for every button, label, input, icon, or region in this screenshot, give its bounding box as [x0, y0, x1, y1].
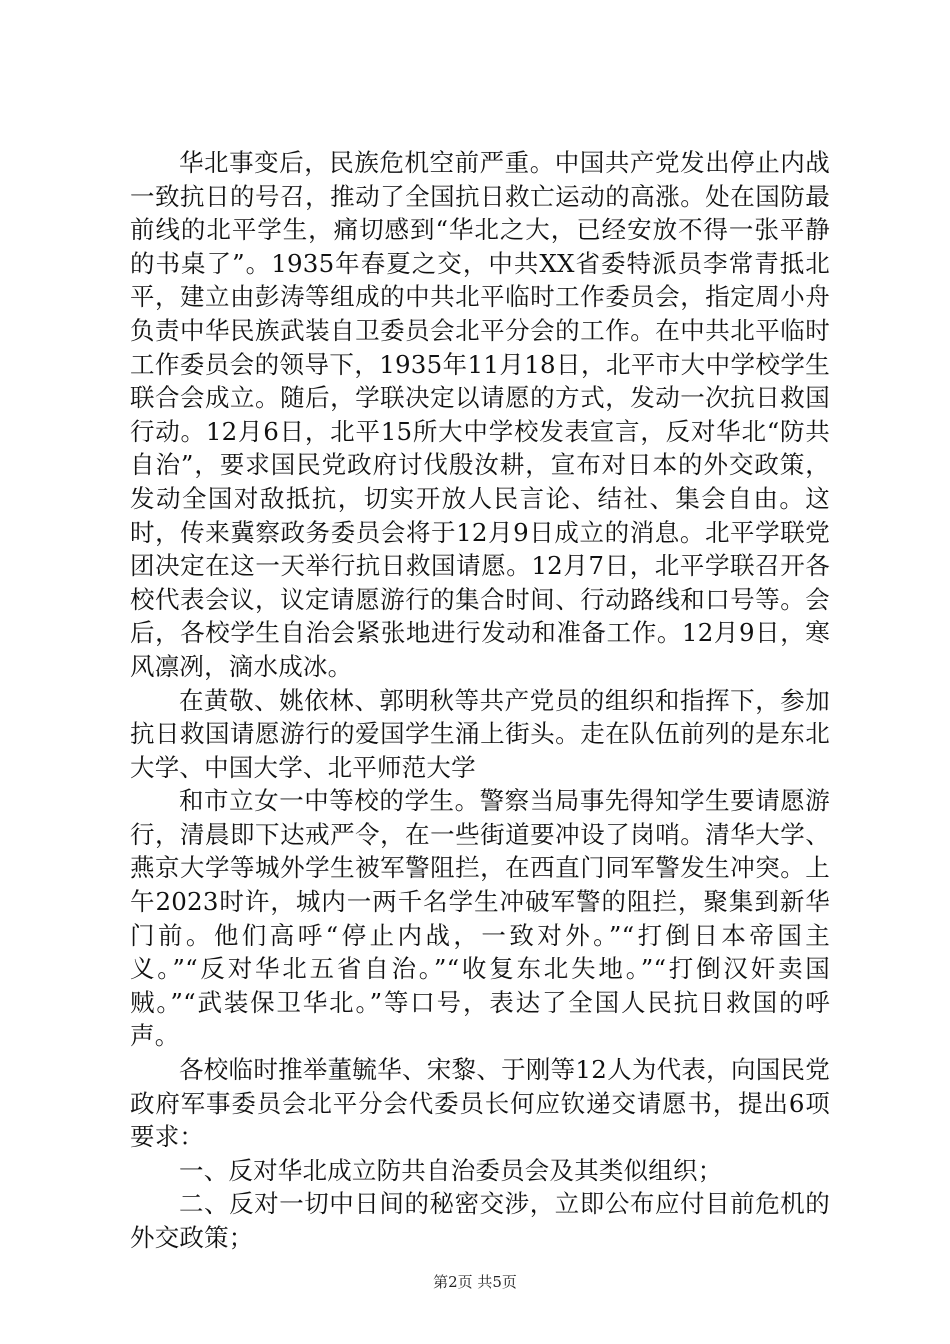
list-item-demand-two: 二、反对一切中日间的秘密交涉，立即公布应付目前危机的外交政策； [130, 1189, 830, 1252]
page-number-label: 第2页 共5页 [433, 1273, 517, 1291]
document-body [130, 146, 830, 1255]
list-item-demand-one: 一、反对华北成立防共自治委员会及其类似组织； [179, 1155, 723, 1185]
page-footer [0, 1272, 950, 1292]
paragraph-police-clash: 和市立女一中等校的学生。警察当局事先得知学生要请愿游行，清晨即下达戒严令，在一些街道要冲设了岗哨。清华大学、燕京大学等城外学生被军警阻拦，在西直门同军警发生冲突。上午2023时许，城内一两千名学生冲破军警的阻拦，聚集到新华门前。他们高呼“停止内战，一致对外。”“打倒日本帝国主义。”“反对华北五省自治。”“收复东北失地。”“打倒汉奸卖国贼。”“武装保卫华北。”等口号，表达了全国人民抗日救国的呼声。 [130, 786, 830, 1051]
paragraph-december-ninth-background: 华北事变后，民族危机空前严重。中国共产党发出停止内战一致抗日的号召，推动了全国抗日救亡运动的高涨。处在国防最前线的北平学生，痛切感到“华北之大，已经安放不得一张平静的书桌了”。1935年春夏之交，中共XX省委特派员李常青抵北平，建立由彭涛等组成的中共北平临时工作委员会，指定周小舟负责中华民族武装自卫委员会北平分会的工作。在中共北平临时工作委员会的领导下，1935年11月18日，北平市大中学校学生联合会成立。随后，学联决定以请愿的方式，发动一次抗日救国行动。12月6日，北平15所大中学校发表宣言，反对华北“防共自治”，要求国民党政府讨伐殷汝耕，宣布对日本的外交政策，发动全国对敌抵抗，切实开放人民言论、结社、集会自由。这时，传来冀察政务委员会将于12月9日成立的消息。北平学联党团决定在这一天举行抗日救国请愿。12月7日，北平学联召开各校代表会议，议定请愿游行的集合时间、行动路线和口号等。会后，各校学生自治会紧张地进行发动和准备工作。12月9日，寒风凛冽，滴水成冰。 [130, 148, 830, 681]
paragraph-petition-representatives: 各校临时推举董毓华、宋黎、于刚等12人为代表，向国民党政府军事委员会北平分会代委员长何应钦递交请愿书，提出6项要求： [130, 1055, 830, 1152]
paragraph-student-march: 在黄敬、姚依林、郭明秋等共产党员的组织和指挥下，参加抗日救国请愿游行的爱国学生涌上街头。走在队伍前列的是东北大学、中国大学、北平师范大学 [130, 685, 830, 782]
